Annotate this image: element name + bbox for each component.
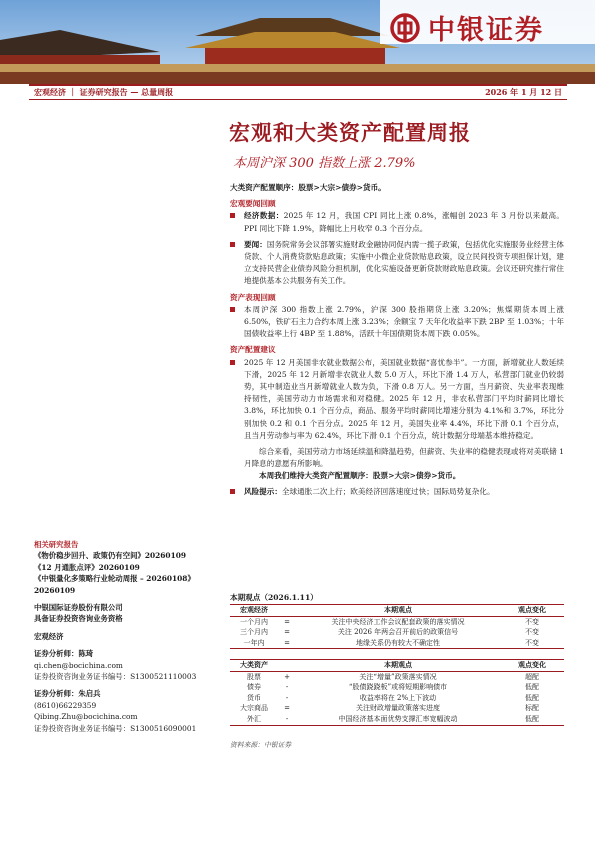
table-cell: 关注 2026 年两会召开前后的政策信号 [337, 628, 459, 637]
view-title: 本期观点（2026.1.11） [230, 593, 318, 602]
table-cell: 低配 [525, 693, 539, 702]
asset-view-table [230, 659, 564, 726]
table-cell: 低配 [525, 683, 539, 692]
table-header: 观点变化 [500, 605, 564, 617]
table-row [230, 693, 564, 704]
table-cell: 标配 [525, 704, 539, 713]
table-row [230, 638, 564, 649]
table-cell: 一年内 [230, 638, 278, 649]
bullet-square-icon [230, 307, 235, 312]
table-cell: 货币 [247, 693, 261, 702]
company-name: 中银国际证券股份有限公司 [34, 603, 123, 613]
section-asset-title: 资产表现回顾 [230, 292, 276, 302]
table-cell: 低配 [500, 714, 564, 725]
bullet-text: 2025 年 12 月，我国 CPI 同比上涨 0.8%，涨幅创 2023 年 3 月份以来最高。PPI 同比下降 1.9%，降幅比上月收窄 0.3 个百分点。 [244, 211, 565, 233]
bullet-square-icon [230, 489, 235, 494]
table-cell: 不变 [525, 628, 539, 637]
alloc-bullet [230, 357, 564, 442]
related-report-item[interactable]: 《物价稳步回升、政策仍有空间》20260109 [34, 551, 187, 561]
bullet-lead: 风险提示： [244, 486, 282, 496]
report-date: 2026 年 1 月 12 日 [485, 87, 562, 97]
table-cell: “股债跷跷板”或将短期影响债市 [348, 683, 448, 692]
table-cell: - [278, 714, 296, 725]
bullet-text: 全球通胀二次上行；欧美经济回落速度过快；国际局势复杂化。 [281, 486, 495, 496]
section-macro-title: 宏观要闻回顾 [230, 199, 276, 209]
header-bottom-rule [29, 99, 567, 100]
report-category: 宏观经济 ｜ 证券研究报告 — 总量周报 [34, 87, 174, 97]
bullet-lead: 要闻： [244, 239, 267, 249]
table-cell: = [278, 638, 296, 649]
table-cell: 关注“增量”政策落实情况 [359, 672, 437, 681]
table-cell: 外汇 [230, 714, 278, 725]
macro-bullet-data [230, 210, 564, 234]
related-report-item[interactable]: 《12 月通胀点评》20260109 [34, 562, 140, 572]
table-row [230, 616, 564, 627]
sidebar [34, 539, 220, 734]
analyst-name: 陈琦 [78, 649, 94, 659]
table-cell: 地缘关系仍有较大不确定性 [296, 638, 500, 649]
table-cell: 中国经济基本面优势支撑汇率宽幅波动 [296, 714, 500, 725]
table-cell: 关注财政增量政策落实进度 [356, 704, 440, 713]
analyst-1 [34, 648, 220, 659]
analyst-1-cert: 证券投资咨询业务证书编号：S1300521110003 [34, 672, 197, 682]
report-header-line [34, 87, 562, 98]
table-cell: = [284, 617, 290, 626]
analyst-role: 证券分析师： [34, 649, 79, 659]
analyst-2-cert: 证券投资咨询业务证书编号：S1300516090001 [34, 723, 197, 733]
table-cell: 关注中央经济工作会议配套政策的落实情况 [331, 617, 465, 626]
bullet-square-icon [230, 213, 235, 218]
table-header [278, 660, 296, 672]
table-row [230, 627, 564, 638]
related-reports-title: 相关研究报告 [34, 540, 79, 549]
table-header: 宏观经济 [230, 605, 278, 617]
table-cell: 收益率将在 2%上下波动 [359, 693, 437, 702]
macro-view-table [230, 604, 564, 649]
table-header: 本期观点 [296, 605, 500, 617]
alloc-paragraph-2: 综合来看，美国劳动力市场延续温和降温趋势，但薪资、失业率的稳健表现或将对美联储 1 月降息的意愿有所影响。 [244, 447, 564, 469]
table-cell: 股票 [247, 672, 261, 681]
analyst-role: 证券分析师： [34, 689, 79, 699]
table-cell: = [284, 628, 290, 637]
table-cell: 债券 [247, 683, 261, 692]
main-content [230, 182, 564, 502]
page-subtitle: 本周沪深 300 指数上涨 2.79% [233, 156, 416, 171]
analyst-2-email[interactable]: Qibing.Zhu@bocichina.com [34, 712, 138, 722]
analyst-name: 朱启兵 [78, 689, 101, 699]
bullet-text: 2025 年 12 月美国非农就业数据公布，美国就业数据“喜忧参半”。一方面，新增就业人数延续下滑，2025 年 12 月新增非农就业人数 5.0 万人，环比下滑 1.4 万人，私营部门就业仍较弱势，其中制造业当月新增就业人数为负，下滑 0.8 万人。另一方面，当月薪资、失业率表现维持韧性，美国劳动力市场需求和对稳健。2025 年 12 月，非农私营部门平均时薪同比增长 3.8%，环比加快 0.1 个百分点，商品、服务平均时薪同比增速分别为 4.1%和 3.7%，环比分别加快 0.2 和 0.1 个百分点。2025 年 12 月，美国失业率 4.4%，环比下滑 0.1 个百分点，且当月劳动参与率为 62.4%，环比下滑 0.1 个百分点，统计数据分母端基本维持稳定。 [244, 357, 564, 440]
risk-bullet [230, 486, 564, 498]
table-cell: - [285, 693, 289, 702]
table-row [230, 671, 564, 682]
report-category-label: 宏观经济 [34, 631, 64, 641]
brand-name: 中银证券 [428, 15, 544, 46]
table-header: 大类资产 [230, 660, 278, 672]
bank-of-china-logo-icon [390, 13, 420, 43]
table-header [278, 605, 296, 617]
analyst-1-email[interactable]: qi.chen@bocichina.com [34, 660, 123, 670]
table-cell: = [284, 704, 290, 713]
table-cell: 大宗商品 [240, 704, 268, 713]
table-cell: - [285, 683, 289, 692]
table-row [230, 703, 564, 714]
related-report-item[interactable]: 《中银量化多策略行业轮动周报 – 20260108》20260109 [34, 574, 195, 595]
table-cell: 不变 [500, 638, 564, 649]
bullet-square-icon [230, 360, 235, 365]
bullet-text: 国务院常务会议部署实施财政金融协同促内需一揽子政策，包括优化实施服务业经营主体贷款、个人消费贷款贴息政策；实施中小微企业贷款贴息政策，设立民间投资专项担保计划，建立支持民营企业债券风险分担机制，优化实施设备更新贷款财政贴息政策。会议还研究推行常住地提供基本公共服务有关工作。 [244, 239, 564, 286]
table-source: 资料来源：中银证券 [230, 741, 292, 749]
table-cell: + [284, 672, 290, 681]
table-header: 观点变化 [500, 660, 564, 672]
header-banner [0, 0, 595, 84]
table-header-row [230, 605, 564, 617]
table-cell: 不变 [525, 617, 539, 626]
bullet-lead: 经济数据： [244, 211, 284, 221]
bullet-square-icon [230, 242, 235, 247]
alloc-paragraph-3: 本周我们维持大类资产配置顺序：股票>大宗>债券>货币。 [259, 471, 461, 481]
table-header: 本期观点 [296, 660, 500, 672]
bullet-text: 本周沪深 300 指数上涨 2.79%，沪深 300 股指期货上涨 3.20%；焦煤期货本周上涨 6.50%，铁矿石主力合约本周上涨 3.23%；余额宝 7 天年化收益率下跌 2BP 至 1.03%；十年国债收益率上行 4BP 至 1.88%，活跃十年国债期货本周下跌 0.05%。 [244, 304, 564, 339]
table-cell: 超配 [525, 672, 539, 681]
allocation-order: 大类资产配置顺序：股票>大宗>债券>货币。 [230, 183, 386, 192]
table-row [230, 682, 564, 693]
table-cell: 三个月内 [240, 628, 268, 637]
table-header-row [230, 660, 564, 672]
page-title: 宏观和大类资产配置周报 [229, 120, 471, 145]
asset-bullet [230, 304, 564, 341]
macro-bullet-news [230, 239, 564, 288]
company-qualification: 具备证券投资咨询业务资格 [34, 614, 123, 624]
table-cell: 一个月内 [240, 617, 268, 626]
brand [390, 8, 544, 47]
analyst-2 [34, 688, 220, 699]
header-top-rule [29, 84, 567, 86]
section-alloc-title: 资产配置建议 [230, 345, 276, 355]
analyst-2-phone: (8610)66229359 [34, 700, 97, 710]
table-row [230, 714, 564, 725]
